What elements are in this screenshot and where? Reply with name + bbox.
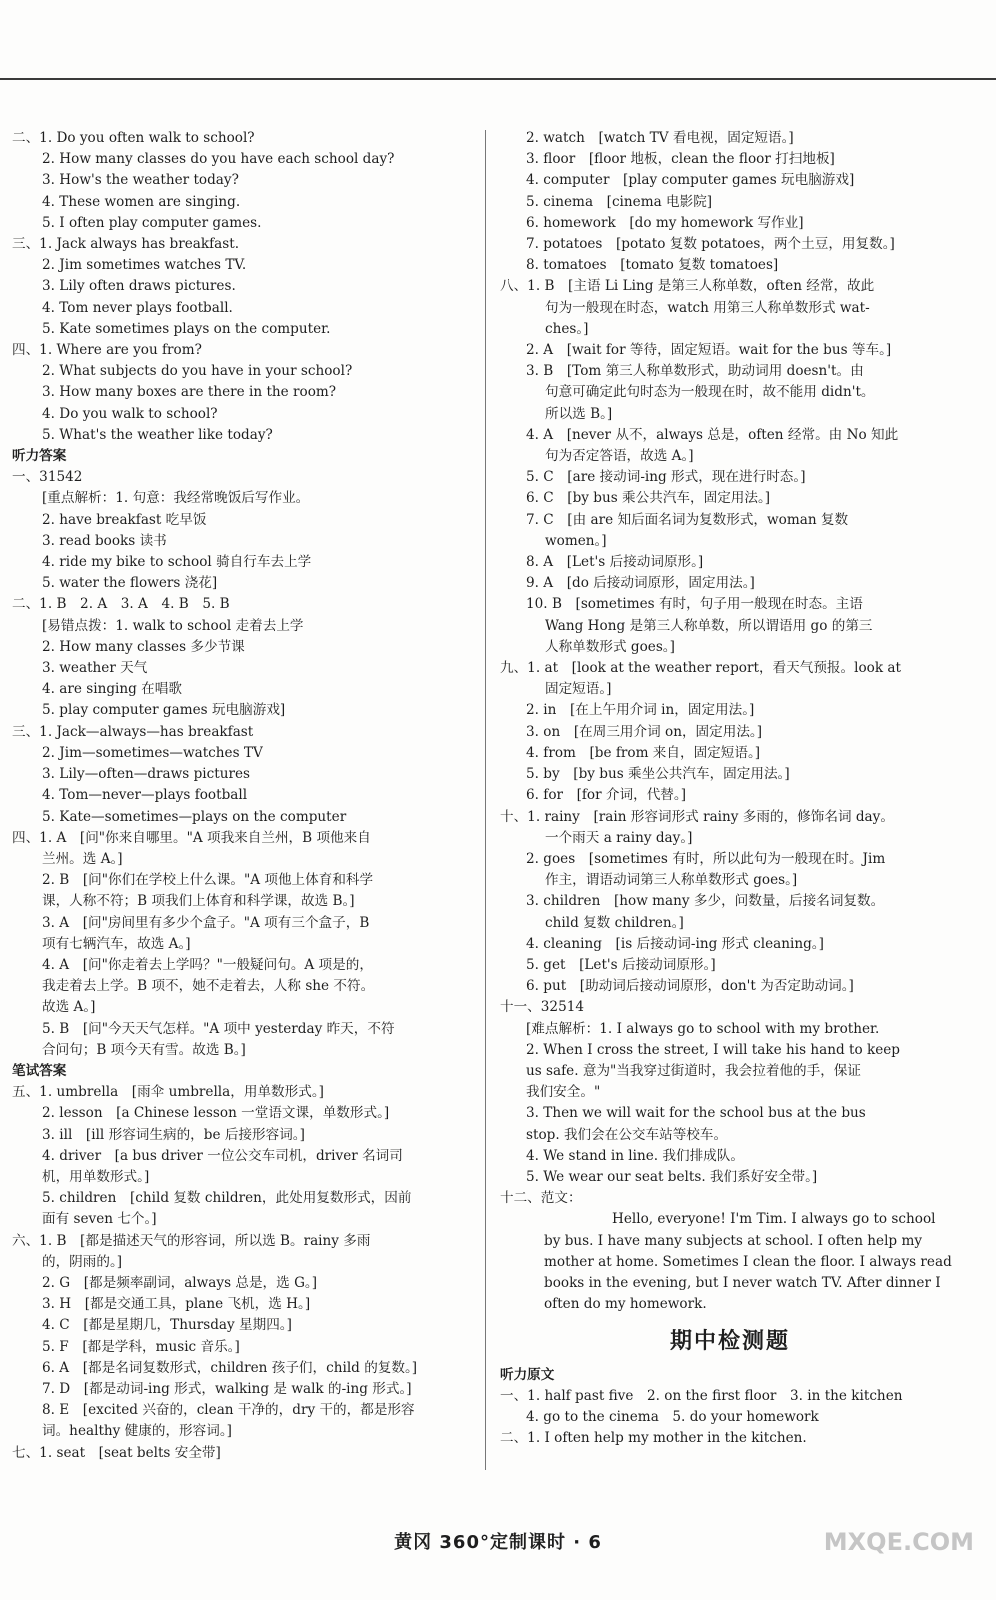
answer-line: 句为否定答语，故选 A。]: [545, 448, 694, 465]
answer-line: 10. B [sometimes 有时，句子用一般现在时态。主语: [526, 596, 863, 613]
answer-line: [易错点拨：1. walk to school 走着去上学: [42, 617, 304, 634]
answer-line: 四、1. A [问"你来自哪里。"A 项我来自兰州，B 项他来自: [12, 829, 371, 846]
answer-line: 固定短语。]: [545, 681, 612, 698]
right-column: [500, 128, 960, 1449]
answer-line: women。]: [545, 532, 607, 549]
answer-line: 5. B [问"今天天气怎样。"A 项中 yesterday 昨天，不符: [42, 1020, 395, 1037]
answer-line: 4. We stand in line. 我们排成队。: [526, 1147, 744, 1164]
answer-line: 十二、范文：: [500, 1190, 582, 1207]
answer-line: 2. goes [sometimes 有时，所以此句为一般现在时。Jim: [526, 850, 886, 867]
answer-line: 7. C [由 are 知后面名词为复数形式，woman 复数: [526, 511, 849, 528]
answer-line: 课，人称不符；B 项我们上体育和科学课，故选 B。]: [42, 893, 355, 910]
answer-line: 2. How many classes 多少节课: [42, 638, 245, 655]
answer-line: 6. A [都是名词复数形式，children 孩子们，child 的复数。]: [42, 1359, 418, 1376]
answer-line: 句为一般现在时态，watch 用第三人称单数形式 wat-: [545, 299, 870, 316]
answer-line: 十、1. rainy [rain 形容词形式 rainy 多雨的，修饰名词 day。: [500, 808, 894, 825]
answer-line: 4. cleaning [is 后接动词-ing 形式 cleaning。]: [526, 935, 824, 952]
answer-line: 6. for [for 介词，代替。]: [526, 787, 687, 804]
answer-line: 3. floor [floor 地板，clean the floor 打扫地板]: [526, 151, 835, 168]
answer-line: 3. Lily—often—draws pictures: [42, 766, 250, 783]
answer-line: 词。healthy 健康的，形容词。]: [42, 1423, 232, 1440]
answer-line: 5. get [Let's 后接动词原形。]: [526, 956, 716, 973]
answer-line: 4. from [be from 来自，固定短语。]: [526, 744, 761, 761]
answer-line: 5. children [child 复数 children，此处用复数形式，因前: [42, 1190, 412, 1207]
answer-line: 4. A [never 从不，always 总是，often 经常。由 No 知此: [526, 426, 899, 443]
answer-line: [难点解析：1. I always go to school with my brother.: [526, 1020, 880, 1037]
answer-line: 9. A [do 后接动词原形，固定用法。]: [526, 575, 755, 592]
answer-line: 3. B [Tom 第三人称单数形式，助动词用 doesn't。由: [526, 363, 864, 380]
answer-line: 人称单数形式 goes。]: [545, 638, 675, 655]
answer-line: us safe. 意为"当我穿过街道时，我会拉着他的手，保证: [526, 1062, 861, 1079]
answer-line: 二、1. I often help my mother in the kitchen.: [500, 1430, 807, 1447]
left-column: [12, 128, 472, 1464]
answer-line: 2. have breakfast 吃早饭: [42, 511, 207, 528]
answer-line: 4. ride my bike to school 骑自行车去上学: [42, 554, 312, 571]
answer-line: 2. in [在上午用介词 in，固定用法。]: [526, 702, 755, 719]
answer-line: 2. B [问"你们在学校上什么课。"A 项他上体育和科学: [42, 872, 374, 889]
answer-line: 3. H [都是交通工具，plane 飞机，选 H。]: [42, 1296, 311, 1313]
answer-line: 项有七辆汽车，故选 A。]: [42, 935, 191, 952]
answer-line: 兰州。选 A。]: [42, 850, 123, 867]
top-rule: [0, 78, 996, 80]
answer-line: 6. put [助动词后接动词原形，don't 为否定助动词。]: [526, 978, 854, 995]
answer-line: 我走着去上学。B 项不，她不走着去，人称 she 不符。: [42, 978, 375, 995]
answer-line: 九、1. at [look at the weather report，看天气预报。look at: [500, 660, 901, 677]
answer-line: 3. How many boxes are there in the room?: [42, 384, 337, 401]
answer-line: 三、1. Jack always has breakfast.: [12, 236, 240, 253]
column-divider: [485, 130, 486, 1470]
answer-line: 机，用单数形式。]: [42, 1168, 150, 1185]
answer-line: 六、1. B [都是描述天气的形容词，所以选 B。rainy 多雨: [12, 1232, 371, 1249]
answer-line: 4. Tom never plays football.: [42, 299, 233, 316]
answer-line: ches。]: [545, 320, 589, 337]
answer-line: 5. F [都是学科，music 音乐。]: [42, 1338, 240, 1355]
answer-line: child 复数 children。]: [545, 914, 684, 931]
answer-line: 故选 A。]: [42, 999, 96, 1016]
answer-line: 八、1. B [主语 Li Ling 是第三人称单数，often 经常，故此: [500, 278, 875, 295]
answer-line: 4. These women are singing.: [42, 193, 241, 210]
section-title: 期中检测题: [669, 1329, 790, 1355]
answer-line: 句意可确定此句时态为一般现在时，故不能用 didn't。: [545, 384, 875, 401]
answer-line: 4. C [都是星期几，Thursday 星期四。]: [42, 1317, 292, 1334]
answer-line: 3. on [在周三用介词 on，固定用法。]: [526, 723, 763, 740]
midterm-section: [500, 1365, 960, 1450]
answer-line: 2. G [都是频率副词，always 总是，选 G。]: [42, 1274, 318, 1291]
answer-line: 2. What subjects do you have in your school?: [42, 363, 353, 380]
answer-line: 2. How many classes do you have each school day?: [42, 151, 395, 168]
answer-line: 4. computer [play computer games 玩电脑游戏]: [526, 172, 855, 189]
answer-line: 2. A [wait for 等待，固定短语。wait for the bus 等车。]: [526, 342, 892, 359]
answer-line: 5. C [are 接动词-ing 形式，现在进行时态。]: [526, 469, 806, 486]
answer-line: 4. Tom—never—plays football: [42, 787, 248, 804]
answer-line: 7. potatoes [potato 复数 potatoes，两个土豆，用复数。]: [526, 236, 895, 253]
answer-line: 6. homework [do my homework 写作业]: [526, 214, 804, 231]
answer-line: 3. ill [ill 形容词生病的，be 后接形容词。]: [42, 1126, 305, 1143]
right-column-lines: [500, 128, 960, 1209]
answer-line: 我们安全。": [526, 1084, 601, 1101]
answer-line: 5. What's the weather like today?: [42, 426, 273, 443]
answer-line: 一、31542: [12, 469, 83, 486]
answer-line: 面有 seven 七个。]: [42, 1211, 157, 1228]
answer-line: 2. watch [watch TV 看电视，固定短语。]: [526, 130, 794, 146]
answer-line: 2. When I cross the street, I will take his hand to keep: [526, 1041, 901, 1058]
answer-line: 3. A [问"房间里有多少个盒子。"A 项有三个盒子，B: [42, 914, 370, 931]
answer-line: 5. Kate sometimes plays on the computer.: [42, 320, 331, 337]
answer-line: 2. Jim—sometimes—watches TV: [42, 744, 263, 761]
answer-line: Wang Hong 是第三人称单数，所以谓语用 go 的第三: [545, 617, 873, 634]
answer-line: [重点解析：1. 句意：我经常晚饭后写作业。: [42, 490, 310, 507]
answer-line: 一个雨天 a rainy day。]: [545, 829, 693, 846]
answer-line: 3. Then we will wait for the school bus at the bus: [526, 1105, 866, 1122]
answer-line: 二、1. Do you often walk to school?: [12, 130, 255, 146]
answer-line: stop. 我们会在公交车站等校车。: [526, 1126, 728, 1143]
answer-line: 4. driver [a bus driver 一位公交车司机，driver 名词司: [42, 1147, 403, 1164]
answer-line: 5. by [by bus 乘坐公共汽车，固定用法。]: [526, 766, 790, 783]
answer-line: 2. Jim sometimes watches TV.: [42, 257, 247, 274]
answer-line: 七、1. seat [seat belts 安全带]: [12, 1444, 221, 1461]
answer-line: 3. Lily often draws pictures.: [42, 278, 236, 295]
answer-line: 5. play computer games 玩电脑游戏]: [42, 702, 286, 719]
page-footer: 黄冈 360°定制课时 · 6: [394, 1532, 602, 1553]
answer-line: 4. go to the cinema 5. do your homework: [526, 1408, 819, 1425]
answer-line: 三、1. Jack—always—has breakfast: [12, 723, 254, 740]
answer-line: 听力答案: [12, 448, 67, 465]
answer-line: 8. A [Let's 后接动词原形。]: [526, 554, 704, 571]
watermark-logo: MXQE.COM: [823, 1528, 974, 1556]
answer-line: 合问句；B 项今天有雪。故选 B。]: [42, 1041, 246, 1058]
answer-line: 5. water the flowers 浇花]: [42, 575, 218, 592]
answer-line: 4. Do you walk to school?: [42, 405, 218, 422]
answer-line: 4. are singing 在唱歌: [42, 681, 182, 698]
model-essay: Hello, everyone! I'm Tim. I always go to school by bus. I have many subjects at school. I often help my mother at home. Sometimes I clean the floor. I always read books in the evening, but I never watch TV. After dinner I often do my homework.: [544, 1211, 952, 1313]
answer-line: 3. read books 读书: [42, 532, 167, 549]
answer-line: 所以选 B。]: [545, 405, 613, 422]
answer-line: 一、1. half past five 2. on the first floor 3. in the kitchen: [500, 1387, 903, 1404]
answer-line: 笔试答案: [12, 1062, 67, 1079]
answer-line: 2. lesson [a Chinese lesson 一堂语文课，单数形式。]: [42, 1105, 390, 1122]
answer-line: 的，阴雨的。]: [42, 1253, 123, 1270]
answer-line: 5. Kate—sometimes—plays on the computer: [42, 808, 347, 825]
answer-line: 二、1. B 2. A 3. A 4. B 5. B: [12, 596, 230, 613]
answer-line: 4. A [问"你走着去上学吗？"一般疑问句。A 项是的，: [42, 956, 373, 973]
answer-line: 5. We wear our seat belts. 我们系好安全带。]: [526, 1168, 818, 1185]
answer-line: 五、1. umbrella [雨伞 umbrella，用单数形式。]: [12, 1084, 324, 1101]
answer-line: 8. E [excited 兴奋的，clean 干净的，dry 干的，都是形容: [42, 1402, 415, 1419]
answer-line: 十一、32514: [500, 999, 585, 1016]
answer-line: 8. tomatoes [tomato 复数 tomatoes]: [526, 257, 779, 274]
answer-line: 听力原文: [500, 1366, 555, 1383]
answer-line: 3. weather 天气: [42, 660, 148, 677]
answer-line: 3. children [how many 多少，问数量，后接名词复数。: [526, 893, 885, 910]
answer-line: 7. D [都是动词-ing 形式，walking 是 walk 的-ing 形式。]: [42, 1380, 412, 1397]
answer-line: 6. C [by bus 乘公共汽车，固定用法。]: [526, 490, 771, 507]
answer-line: 四、1. Where are you from?: [12, 342, 202, 359]
answer-line: 5. I often play computer games.: [42, 214, 262, 231]
answer-line: 3. How's the weather today?: [42, 172, 239, 189]
answer-line: 5. cinema [cinema 电影院]: [526, 193, 713, 210]
answer-line: 作主，谓语动词第三人称单数形式 goes。]: [545, 872, 798, 889]
